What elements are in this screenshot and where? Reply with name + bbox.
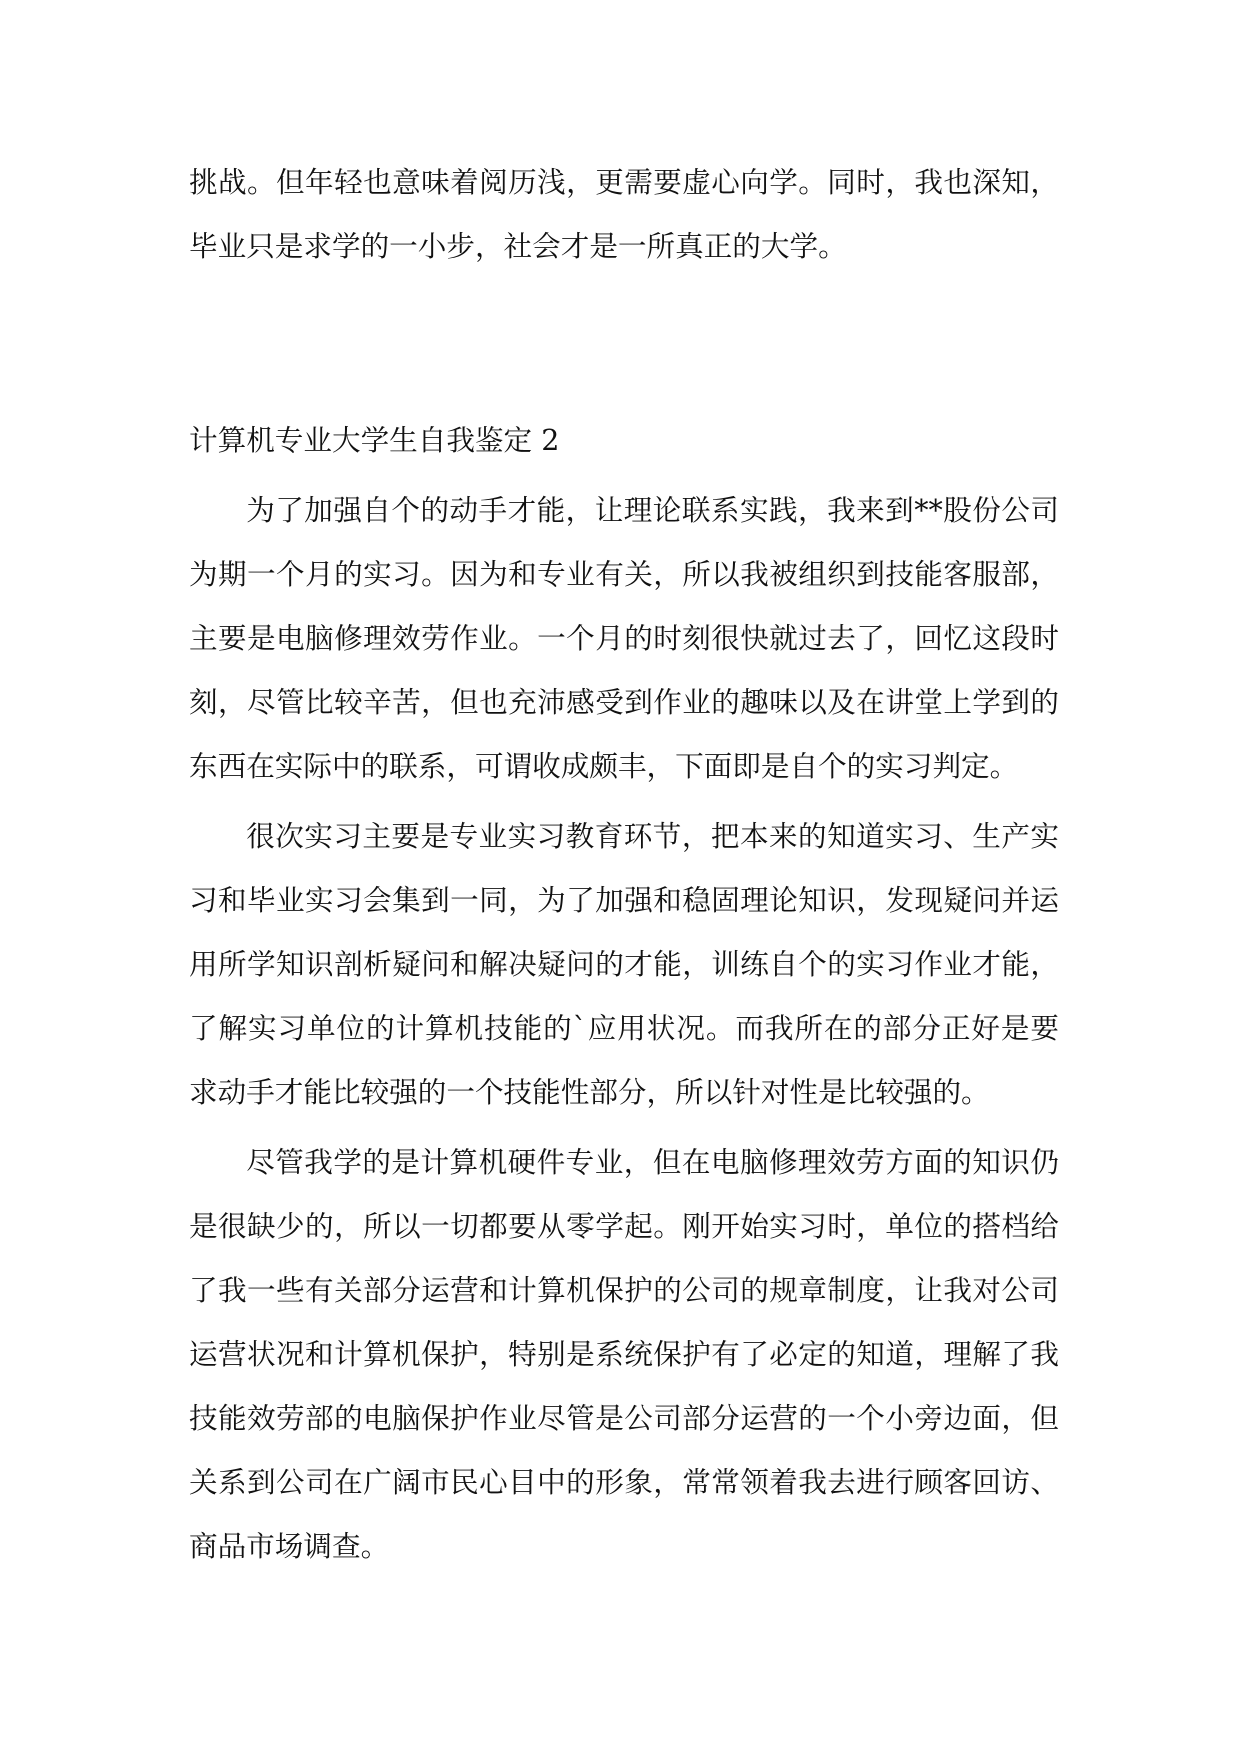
body-paragraph-2: 很次实习主要是专业实习教育环节，把本来的知道实习、生产实习和毕业实习会集到一同，为了加强和稳固理论知识，发现疑问并运用所学知识剖析疑问和解决疑问的才能，训练自个的实习作业才能，了解实习单位的计算机技能的`应用状况。而我所在的部分正好是要求动手才能比较强的一个技能性部分，所以针对性是比较强的。 bbox=[189, 819, 1059, 1109]
body-paragraph-1: 为了加强自个的动手才能，让理论联系实践，我来到**股份公司为期一个月的实习。因为和专业有关，所以我被组织到技能客服部，主要是电脑修理效劳作业。一个月的时刻很快就过去了，回忆这段时刻，尽管比较辛苦，但也充沛感受到作业的趣味以及在讲堂上学到的东西在实际中的联系，可谓收成颇丰，下面即是自个的实习判定。 bbox=[189, 493, 1059, 783]
document-body bbox=[189, 150, 1059, 1578]
section-heading: 计算机专业大学生自我鉴定 2 bbox=[189, 423, 560, 457]
intro-paragraph: 挑战。但年轻也意味着阅历浅，更需要虚心向学。同时，我也深知，毕业只是求学的一小步，社会才是一所真正的大学。 bbox=[189, 165, 1059, 263]
body-paragraph-3: 尽管我学的是计算机硬件专业，但在电脑修理效劳方面的知识仍是很缺少的，所以一切都要从零学起。刚开始实习时，单位的搭档给了我一些有关部分运营和计算机保护的公司的规章制度，让我对公司运营状况和计算机保护，特别是系统保护有了必定的知道，理解了我技能效劳部的电脑保护作业尽管是公司部分运营的一个小旁边面，但关系到公司在广阔市民心目中的形象，常常领着我去进行顾客回访、商品市场调查。 bbox=[189, 1145, 1059, 1563]
section-spacer bbox=[189, 278, 1059, 408]
